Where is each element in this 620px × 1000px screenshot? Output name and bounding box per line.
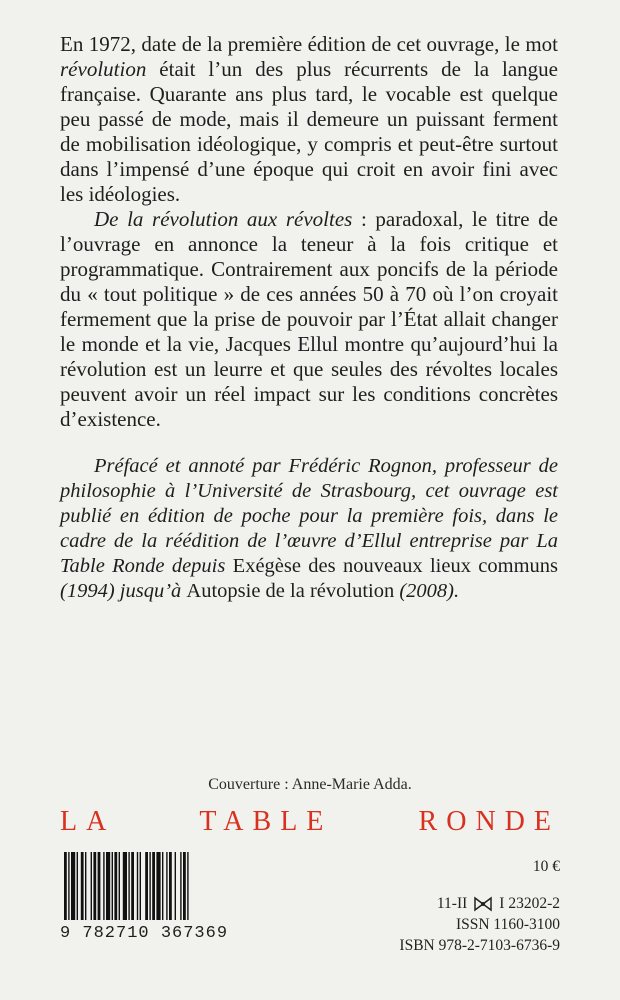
reference-code-right: I 23202-2 bbox=[499, 895, 560, 912]
note-text-a: Préfacé et annoté par Frédéric Rognon, professeur de philosophie à l’Université de Strasbourg, cet ouvrage est publié en édition de poche pour la première fois, dans le cadre de la réédition de l’œuvre d’Ellul entreprise par La Table Ronde depuis bbox=[60, 455, 558, 577]
note-title-2: Autopsie de la révolution bbox=[186, 580, 395, 602]
back-cover-blurb bbox=[60, 32, 558, 604]
p1-text-end: était l’un des plus récurrents de la langue française. Quarante ans plus tard, le vocable est quelque peu passé de mode, mais il demeure un puissant ferment de mobilisation idéologique, y compris et peut-être surtout dans l’impensé d’une époque qui croit en avoir fini avec les idéologies. bbox=[60, 57, 558, 206]
paragraph-1 bbox=[60, 32, 558, 207]
note-text-e: (2008). bbox=[394, 580, 460, 602]
editorial-note bbox=[60, 454, 558, 604]
reference-row bbox=[399, 893, 560, 914]
isbn: ISBN 978-2-7103-6736-9 bbox=[399, 937, 560, 954]
paragraph-2 bbox=[60, 207, 558, 432]
cover-credit: Couverture : Anne-Marie Adda. bbox=[208, 776, 412, 793]
publisher-logo-icon bbox=[473, 896, 493, 912]
price: 10 € bbox=[532, 858, 560, 875]
note-title-1: Exégèse des nouveaux lieux communs bbox=[232, 555, 558, 577]
book-title-italic: De la révolution aux révoltes bbox=[94, 207, 353, 231]
p1-emphasis: révolution bbox=[60, 57, 147, 81]
barcode bbox=[60, 852, 240, 943]
reference-code-left: 11-II bbox=[436, 895, 468, 912]
p1-text-start: En 1972, date de la première édition de cet ouvrage, le mot bbox=[60, 32, 558, 56]
book-info bbox=[399, 856, 560, 956]
publisher-name: LA TABLE RONDE bbox=[60, 806, 560, 837]
barcode-number: 9 782710 367369 bbox=[60, 924, 229, 943]
issn: ISSN 1160-3100 bbox=[455, 916, 560, 933]
p2-text: : paradoxal, le titre de l’ouvrage en annonce la teneur à la fois critique et programmatique. Contrairement aux poncifs de la période du « tout politique » de ces années 50 à 70 où l’on croyait fermement que la prise de pouvoir par l’État allait changer le monde et la vie, Jacques Ellul montre qu’aujourd’hui la révolution est un leurre et que seules des révoltes locales peuvent avoir un réel impact sur les conditions concrètes d’existence. bbox=[60, 207, 559, 431]
barcode-bars bbox=[60, 852, 240, 922]
note-text-c: (1994) jusqu’à bbox=[60, 580, 187, 602]
